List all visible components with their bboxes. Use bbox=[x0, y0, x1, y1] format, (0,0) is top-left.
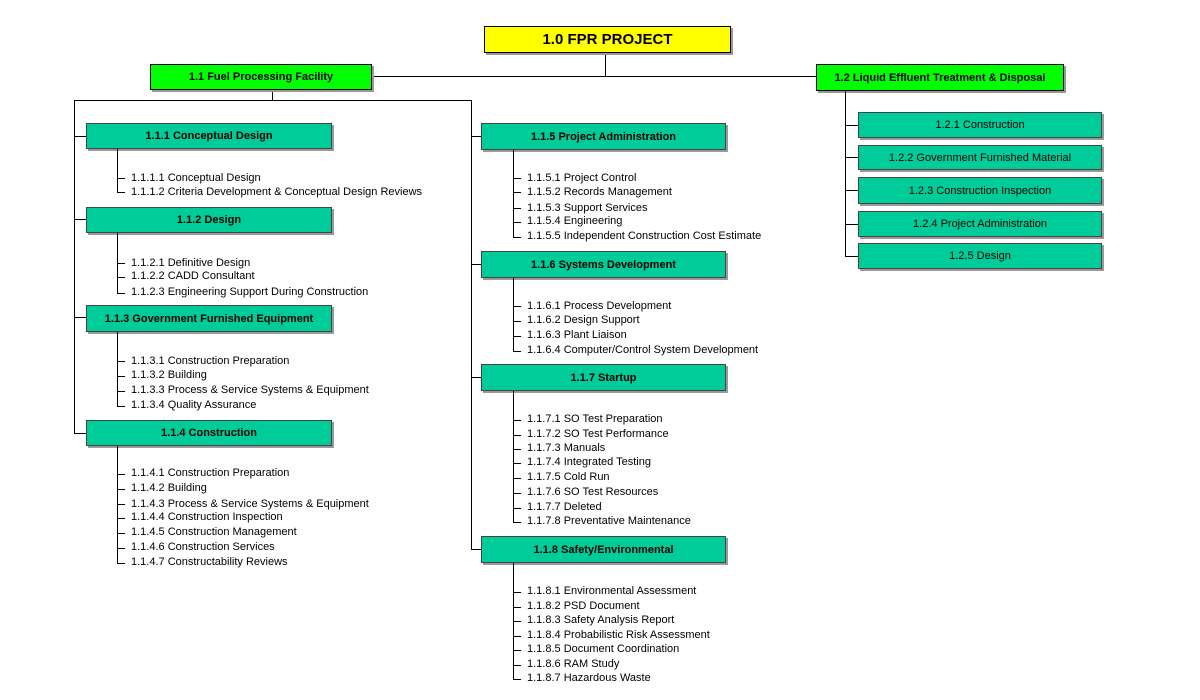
root-node[interactable]: 1.0 FPR PROJECT bbox=[484, 26, 731, 53]
node-1-1-8[interactable]: 1.1.8 Safety/Environmental bbox=[481, 536, 726, 563]
level1-horizontal-connector bbox=[372, 76, 818, 77]
node-1-2-4[interactable]: 1.2.4 Project Administration bbox=[858, 211, 1102, 237]
item-1-1-5-2: 1.1.5.2 Records Management bbox=[527, 186, 672, 198]
left-column-spine bbox=[74, 100, 75, 433]
item-1-1-3-3: 1.1.3.3 Process & Service Systems & Equipment bbox=[131, 384, 369, 396]
item-1-1-2-2: 1.1.2.2 CADD Consultant bbox=[131, 270, 255, 282]
item-1-1-4-6: 1.1.4.6 Construction Services bbox=[131, 541, 275, 553]
node-fuel-processing-facility[interactable]: 1.1 Fuel Processing Facility bbox=[150, 64, 372, 90]
node-1-2-3[interactable]: 1.2.3 Construction Inspection bbox=[858, 177, 1102, 204]
item-1-1-6-4: 1.1.6.4 Computer/Control System Development bbox=[527, 344, 759, 356]
item-1-1-8-7: 1.1.8.7 Hazardous Waste bbox=[527, 672, 651, 684]
item-1-1-5-3: 1.1.5.3 Support Services bbox=[527, 202, 648, 214]
item-1-1-3-1: 1.1.3.1 Construction Preparation bbox=[131, 355, 290, 367]
node-liquid-effluent[interactable]: 1.2 Liquid Effluent Treatment & Disposal bbox=[816, 64, 1064, 91]
fpf-horizontal-connector bbox=[74, 100, 472, 101]
item-1-1-7-3: 1.1.7.3 Manuals bbox=[527, 442, 606, 454]
item-1-1-7-2: 1.1.7.2 SO Test Performance bbox=[527, 428, 669, 440]
item-1-1-5-1: 1.1.5.1 Project Control bbox=[527, 172, 637, 184]
item-1-1-3-4: 1.1.3.4 Quality Assurance bbox=[131, 399, 257, 411]
item-1-1-6-2: 1.1.6.2 Design Support bbox=[527, 314, 640, 326]
item-1-1-7-8: 1.1.7.8 Preventative Maintenance bbox=[527, 515, 691, 527]
item-1-1-4-7: 1.1.4.7 Constructability Reviews bbox=[131, 556, 288, 568]
item-1-1-7-1: 1.1.7.1 SO Test Preparation bbox=[527, 413, 663, 425]
node-1-1-7[interactable]: 1.1.7 Startup bbox=[481, 364, 726, 391]
node-1-1-1[interactable]: 1.1.1 Conceptual Design bbox=[86, 123, 332, 149]
item-1-1-6-3: 1.1.6.3 Plant Liaison bbox=[527, 329, 627, 341]
node-1-1-4[interactable]: 1.1.4 Construction bbox=[86, 420, 332, 446]
node-1-1-5[interactable]: 1.1.5 Project Administration bbox=[481, 123, 726, 150]
item-1-1-3-2: 1.1.3.2 Building bbox=[131, 369, 207, 381]
item-1-1-8-6: 1.1.8.6 RAM Study bbox=[527, 658, 620, 670]
item-1-1-5-5: 1.1.5.5 Independent Construction Cost Estimate bbox=[527, 230, 762, 242]
node-1-1-3[interactable]: 1.1.3 Government Furnished Equipment bbox=[86, 305, 332, 332]
item-1-1-1-1: 1.1.1.1 Conceptual Design bbox=[131, 172, 261, 184]
item-1-1-2-3: 1.1.2.3 Engineering Support During Construction bbox=[131, 286, 369, 298]
item-1-1-7-7: 1.1.7.7 Deleted bbox=[527, 501, 602, 513]
item-1-1-8-5: 1.1.8.5 Document Coordination bbox=[527, 643, 680, 655]
item-1-1-6-1: 1.1.6.1 Process Development bbox=[527, 300, 672, 312]
item-1-1-4-5: 1.1.4.5 Construction Management bbox=[131, 526, 297, 538]
node-1-1-2[interactable]: 1.1.2 Design bbox=[86, 207, 332, 233]
middle-column-spine bbox=[471, 100, 472, 549]
node-1-2-2[interactable]: 1.2.2 Government Furnished Material bbox=[858, 145, 1102, 170]
item-1-1-7-5: 1.1.7.5 Cold Run bbox=[527, 471, 610, 483]
item-1-1-1-2: 1.1.1.2 Criteria Development & Conceptual Design Reviews bbox=[131, 186, 423, 198]
item-1-1-8-3: 1.1.8.3 Safety Analysis Report bbox=[527, 614, 675, 626]
item-1-1-7-6: 1.1.7.6 SO Test Resources bbox=[527, 486, 659, 498]
item-1-1-8-1: 1.1.8.1 Environmental Assessment bbox=[527, 585, 697, 597]
item-1-1-7-4: 1.1.7.4 Integrated Testing bbox=[527, 456, 651, 468]
item-1-1-8-4: 1.1.8.4 Probabilistic Risk Assessment bbox=[527, 629, 710, 641]
node-1-2-5[interactable]: 1.2.5 Design bbox=[858, 243, 1102, 269]
item-1-1-2-1: 1.1.2.1 Definitive Design bbox=[131, 257, 251, 269]
item-1-1-4-2: 1.1.4.2 Building bbox=[131, 482, 207, 494]
fpf-down-connector bbox=[272, 90, 273, 100]
root-down-connector bbox=[605, 53, 606, 76]
item-1-1-5-4: 1.1.5.4 Engineering bbox=[527, 215, 623, 227]
node-1-2-1[interactable]: 1.2.1 Construction bbox=[858, 112, 1102, 138]
right-column-spine bbox=[845, 91, 846, 256]
node-1-1-6[interactable]: 1.1.6 Systems Development bbox=[481, 251, 726, 278]
item-1-1-4-3: 1.1.4.3 Process & Service Systems & Equipment bbox=[131, 498, 369, 510]
item-1-1-4-1: 1.1.4.1 Construction Preparation bbox=[131, 467, 290, 479]
item-1-1-4-4: 1.1.4.4 Construction Inspection bbox=[131, 511, 283, 523]
item-1-1-8-2: 1.1.8.2 PSD Document bbox=[527, 600, 640, 612]
